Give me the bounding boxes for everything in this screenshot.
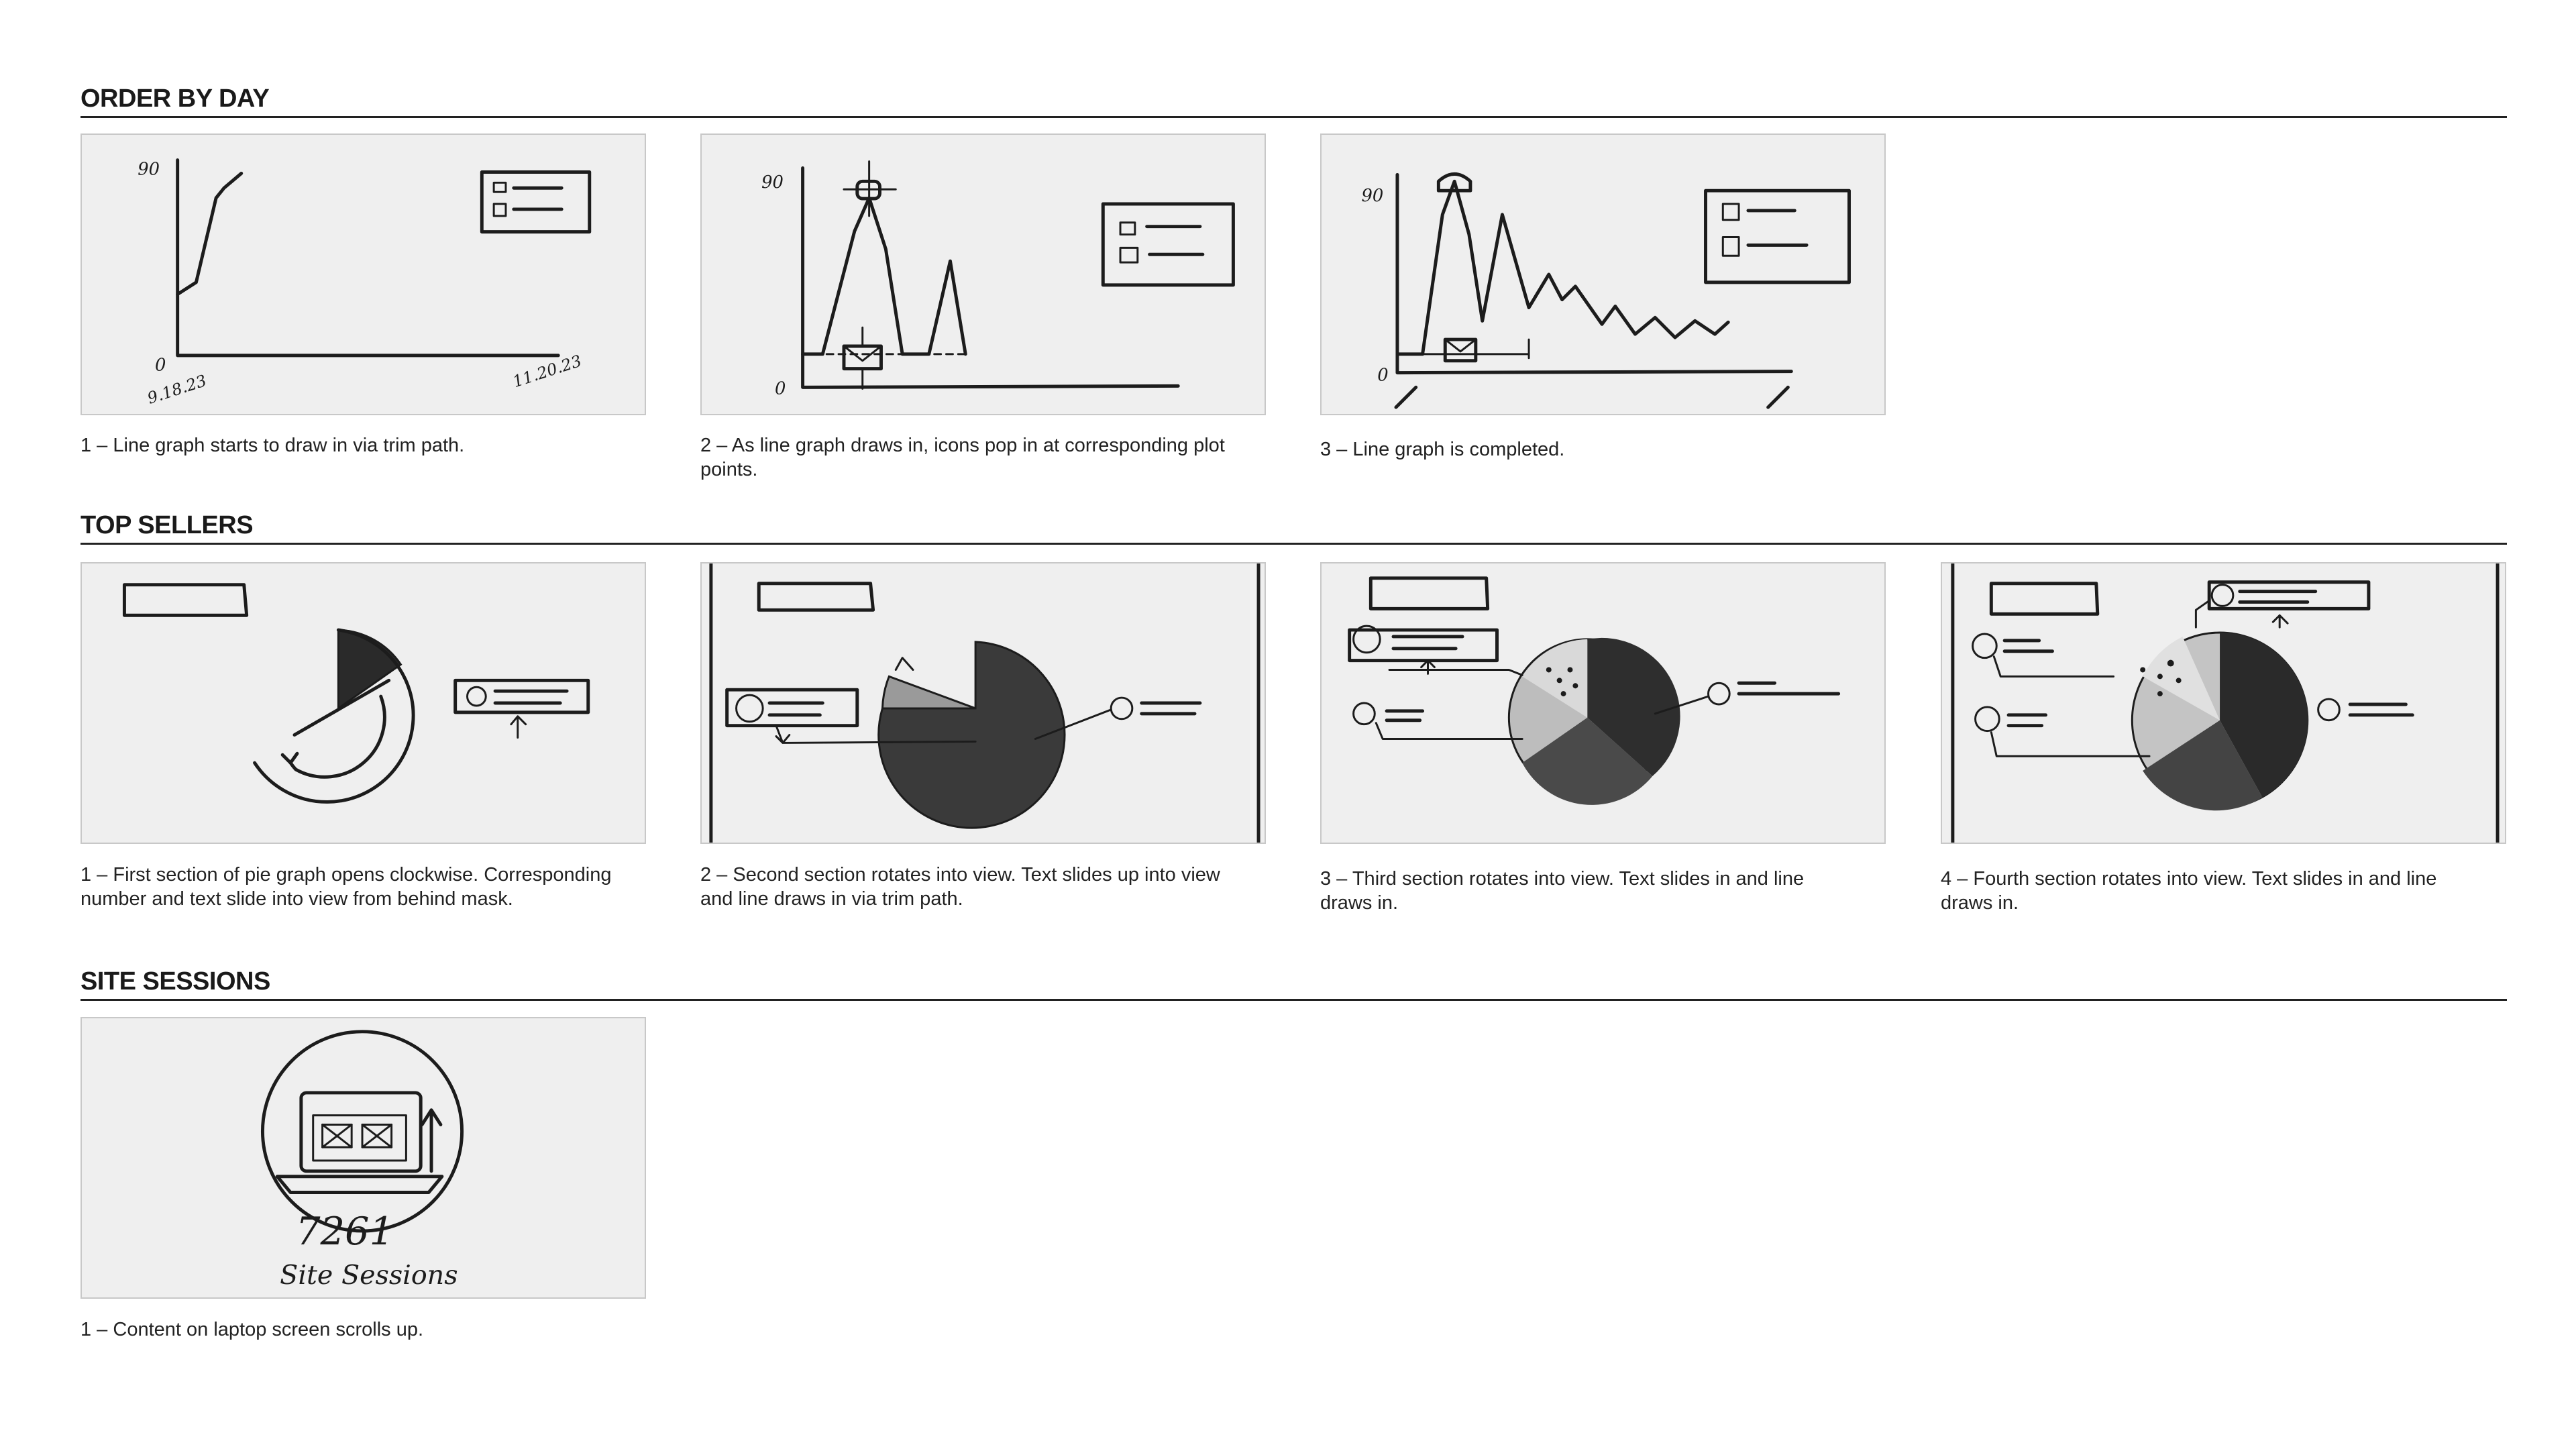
section-title-top-sellers: TOP SELLERS <box>80 511 254 539</box>
mail-icon <box>1445 339 1476 361</box>
section-divider <box>80 999 2507 1001</box>
line-graph-sketch <box>82 135 645 414</box>
caption-sellers-1: 1 – First section of pie graph opens clockwise. Corresponding number and text slide into view from behind mask. <box>80 864 612 910</box>
line-graph-sketch <box>702 135 1265 414</box>
line-graph-sketch <box>1322 135 1884 414</box>
svg-text:0: 0 <box>774 378 786 399</box>
cake-icon <box>844 162 896 216</box>
laptop-icon <box>277 1093 442 1193</box>
svg-text:90: 90 <box>1361 186 1384 207</box>
pie-chart-sketch <box>1942 564 2505 843</box>
storyboard-frame-order-3 <box>1320 133 1886 415</box>
caption-order-1: 1 – Line graph starts to draw in via trim path. <box>80 435 465 456</box>
pie-chart-sketch <box>82 564 645 843</box>
storyboard-frame-sellers-4 <box>1941 562 2506 844</box>
caption-order-3: 3 – Line graph is completed. <box>1320 439 1565 460</box>
storyboard-frame-sellers-3 <box>1320 562 1886 844</box>
svg-text:0: 0 <box>154 355 166 376</box>
pie-chart-sketch <box>1322 564 1884 843</box>
section-title-site-sessions: SITE SESSIONS <box>80 967 270 996</box>
svg-text:90: 90 <box>761 172 784 193</box>
caption-sellers-4: 4 – Fourth section rotates into view. Text slides in and line draws in. <box>1941 868 2437 914</box>
storyboard-frame-order-1 <box>80 133 646 415</box>
svg-text:Site Sessions: Site Sessions <box>280 1260 458 1291</box>
storyboard-frame-sessions-1 <box>80 1017 646 1299</box>
caption-sellers-3: 3 – Third section rotates into view. Text slides in and line draws in. <box>1320 868 1805 914</box>
caption-sessions-1: 1 – Content on laptop screen scrolls up. <box>80 1319 424 1340</box>
storyboard-frame-sellers-1 <box>80 562 646 844</box>
section-divider <box>80 543 2507 545</box>
section-title-order-by-day: ORDER BY DAY <box>80 85 270 113</box>
svg-text:90: 90 <box>138 159 160 180</box>
svg-text:7261: 7261 <box>295 1208 394 1254</box>
laptop-counter-sketch <box>82 1018 645 1297</box>
storyboard-frame-sellers-2 <box>700 562 1266 844</box>
svg-text:9.18.23: 9.18.23 <box>145 371 209 408</box>
svg-text:0: 0 <box>1377 365 1389 386</box>
caption-sellers-2: 2 – Second section rotates into view. Text slides up into view and line draws in via trim path. <box>700 864 1220 910</box>
caption-order-2: 2 – As line graph draws in, icons pop in at corresponding plot points. <box>700 435 1225 480</box>
pie-chart-sketch <box>702 564 1265 843</box>
storyboard-frame-order-2 <box>700 133 1266 415</box>
mail-icon <box>844 327 881 388</box>
section-divider <box>80 116 2507 118</box>
svg-text:11.20.23: 11.20.23 <box>511 351 584 392</box>
